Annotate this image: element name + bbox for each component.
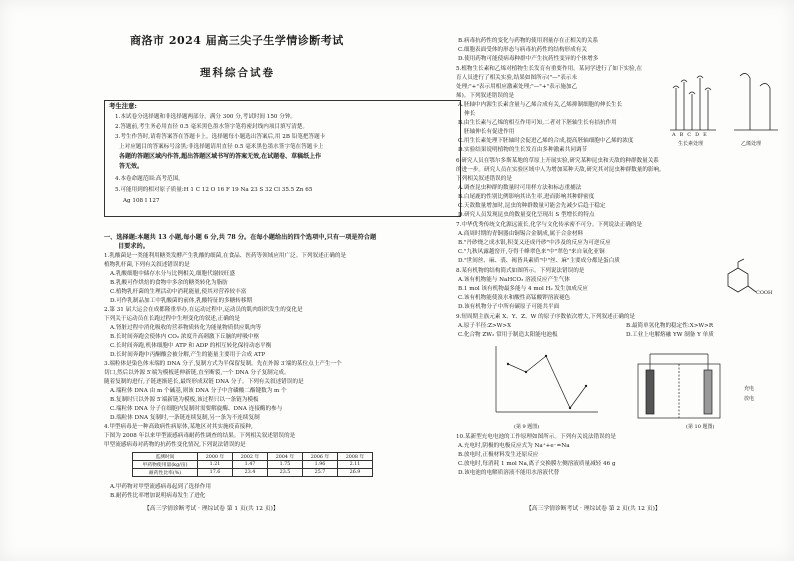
question-line: 3.端粒体是染色体末端的 DNA 分子,复制方式为半保留复制。先在外源 3′端的某位点上产生一个 [104,361,342,367]
question-line: 植物乳杆菌,下列有关叙述错误的是 [104,262,190,268]
option-line: B.耐药性比率增加说明病毒发生了进化 [110,493,206,499]
right-page [456,0,800,561]
option-line: C.植物乳杆菌的生理活动中消耗能量,使其对营养较丰富 [110,289,247,295]
option-line: A.充电时,阴极的电极反应式为 Na⁺+e⁻=Na [458,443,570,449]
figure-caption: 乙烯处理 [741,141,762,147]
notice-item: 4.本卷命题范围:高考范围。 [115,176,184,182]
question-line: 烯)。下列叙述错误的是 [456,93,515,99]
diagram-label: 放电 [744,396,755,402]
option-line: 胚轴伸长有促进作用 [464,129,515,135]
option-line: A.乳酸细胞中储存水分与比例相关,细胞代谢较旺盛 [110,271,236,277]
option-line: A.调查昆虫种群的数量时可用样方法和标志重捕法 [458,185,582,191]
diagram-label: 充电 [744,386,755,392]
notice-item: 各题的答题区域内作答,超出答题区域书写的答案无效,在试题卷、草稿纸上作 [119,153,322,160]
question-line: 10.某新型充电电池的工作原理如图所示。下列有关说法错误的是 [456,434,616,440]
option-line: B.乳酸可作烘焙的食物中多余的糖类转化为脂肪 [110,280,228,286]
table-row [133,453,373,461]
option-line: D.使用药物可能使病毒种群中产生抗药性变异的个体增多 [458,56,599,62]
question-line: 8.某有机物的结构简式如图所示。下列说法错误的是 [456,268,585,274]
notice-item: 答无效。 [119,163,144,170]
option-line: A.甲药物对甲型流感病毒起到了选择作用 [110,484,211,490]
option-line: B.最简单氢化物的稳定性:X>W>R [626,323,714,329]
option-line: D."世间丝、麻、裘、褐皆具素质"中"丝、麻"主要成分都是蛋白质 [458,258,620,264]
question-line: 9.短周期主族元素 X、Y、Z、W 的原子序数依次增大,下列叙述正确的是 [456,314,636,320]
table-header-cell: 监测时间 [133,453,198,461]
question-line: 下图为 2008 年以来甲型流感病毒耐药性调查的结果。下列相关叙述错误的是 [104,433,296,439]
cooh-label: COOH [756,290,773,296]
notice-item: 2.答题前,考生务必用直径 0.5 毫米黑色墨水签字笔将密封线内项目填写清楚。 [115,124,308,130]
table-cell: 2.11 [338,461,373,469]
option-line: C.长时间奔跑,机体细胞中 ATP 和 ADP 的相互转化保持动态平衡 [110,343,272,349]
question-line: 下列关于运动员在长跑过程中生理变化的叙述,正确的是 [104,316,241,322]
table-cell: 1.21 [198,461,233,469]
notice-item: 3.考生作答时,请将答案答在答题卡上。选择题每小题选出答案后,用 2B 铅笔把答题卡 [115,134,326,140]
table-header-cell: 2002 年 [233,453,268,461]
table-cell: 26.9 [338,469,373,477]
table-cell: 1.75 [268,461,303,469]
option-line: C.端粒体 DNA 分子在细胞内复制时需要解旋酶、DNA 连接酶的参与 [110,406,283,412]
question-line: 甲型流感病毒对药物的抗药性变化情况,下列说法错误的是 [104,442,246,448]
table-cell: 甲药物使用量(kg/亩) [133,461,198,469]
option-line: D.实验结果说明植物的生长发育由多种激素共同调节 [458,147,588,153]
table-cell: 耐药性比率(%) [133,469,198,477]
option-line: C.放电时,每消耗 1 mol Na,离子交换膜左侧溶液质量减轻 46 g [458,461,616,467]
option-line: A.胚轴中内源生长素含量与乙烯合成有关,乙烯抑制细胞的伸长生长 [458,102,623,108]
question-line: 4.甲型病毒是一种高致病性病原体,某地区对其实施疫苗接种, [104,424,253,430]
question-line: 切口,然后以外源 5′端为模板延伸新链,直至断裂,一个 DNA 分子复制完成。 [104,370,290,376]
section-heading: 一、选择题:本题共 13 小题,每小题 6 分,共 78 分。在每小题给出的四个选项中,只有一项是符合题 [104,234,377,241]
notice-heading: 考生注意: [109,102,137,110]
question-line: 随着复制的进行,子链逐渐延长,最终形成双链 DNA 分子。下列有关叙述错误的是 [104,379,304,385]
question-line: 育人员进行了相关实验,结果如图所示("—"表示未 [456,75,577,81]
option-line: C.化合物 ZW₂ 常用于制造太阳能电池板 [458,332,558,338]
option-line: B.复制时只以外源 5′端新链为模板,该过程只以一条链为模板 [110,397,259,403]
option-line: A.该有机物能与 NaHCO₃ 溶液反应产生气体 [458,277,570,283]
section-heading-cont: 目要求的。 [118,243,149,250]
option-line: C.天敌数量增加时,昆虫的种群数量可能会先减少后趋于稳定 [458,203,606,209]
option-line: C.细胞表面受体的形态与病毒抗药性的结构形成有关 [458,47,587,53]
element-graph [486,342,606,422]
exam-title: 商洛市 2024 届高三尖子生学情诊断考试 [130,34,344,47]
page-footer-right: 【高三学情诊断考试 · 理综试卷 第 2 页(共 12 页)】 [526,506,661,512]
question-line: 2.第 31 届大运会在成都隆重举办,在运动过程中,运动员的肌肉组织发生的变化是 [104,307,303,313]
option-line: B."丹砂烧之成水银,积变又还成丹砂"中涉及的反应为可逆反应 [458,240,611,246]
table-header-cell: 2004 年 [268,453,303,461]
table-row [133,469,373,477]
figure-caption: 生长素处理 [678,141,704,147]
option-line: B.放电时,正极材料发生还原反应 [458,452,539,458]
option-line: C."九秋风露越窑开,夺得千峰翠色来"中"翠色"来自氧化亚铜 [458,249,605,255]
notice-item: 上对应题目的答案标号涂黑;非选择题请用直径 0.5 毫米黑色墨水签字笔在答题卡上 [119,144,324,150]
notice-item: 1.本试卷分选择题和非选择题两部分。满分 300 分,考试时间 150 分钟。 [115,114,297,120]
option-line: D.可作乳制品加工中乳酸菌的前体,乳酸特征的多糖转移期 [110,298,253,304]
question-line: 处理;"+"表示用相应激素处理;"—"+"表示施加乙 [456,84,578,90]
option-line: C.该有机物能使溴水和酸性高锰酸钾溶液褪色 [458,295,571,301]
option-line: B.病毒抗药性的变化与药物的使用剂量存在正相关的关系 [458,38,599,44]
option-line: B.白尾鹿的性别比例影响其出生率,进而影响其种群密度 [458,194,595,200]
table-row [133,461,373,469]
table-cell: 1.96 [303,461,338,469]
question-line: 5.植物生长素和乙烯对植物生长发育有重要作用。某同学进行了如下实验,在 [456,66,643,72]
page-footer-left: 【高三学情诊断考试 · 理综试卷 第 1 页(共 12 页)】 [144,506,279,512]
exam-subtitle: 理科综合试卷 [200,67,275,79]
table-cell: 17.6 [198,469,233,477]
question-line: 7.中华优秀传统文化源远流长,化学与文化传承密不可分。下列说法正确的是 [456,222,643,228]
option-line: D.该电池的电解质溶液不能用水溶液代替 [458,470,560,476]
notice-box [104,100,461,217]
table-cell: 25.7 [303,469,338,477]
option-line: B.1 mol 该有机物最多能与 4 mol H₂ 发生加成反应 [458,286,589,292]
option-line: C.用生长素处理下胚轴时会促进乙烯的合成,提高胚轴细胞中乙烯的浓度 [458,138,634,144]
battery-diagram [632,350,742,422]
question-line: 1.乳酸菌是一类能利用糖类发酵产生乳酸的细菌,在食品、医药等领域应用广泛。下列叙述正确的是 [104,253,347,259]
option-line: D.端粒体 DNA 复制时,一条链连续复制,另一条为不连续复制 [110,415,260,421]
option-line: D.工业上电解熔融 YW 制备 Y 单质 [626,332,714,338]
option-line: D.该有机物分子中所有碳原子可能共平面 [458,304,560,310]
option-line: B.由生长素与乙烯的相互作用可知,二者对下胚轴生长有拮抗作用 [458,120,617,126]
option-line: 伸长 [464,111,476,117]
option-line: D.长时间奔跑中丙酮酸会被分解,产生的能量主要用于合成 ATP [110,352,266,358]
notice-item: 5.可能用到的相对原子质量:H 1 C 12 O 16 F 19 Na 23 S 32 Cl 35.5 Zn 65 [115,187,313,193]
table-cell: 1.47 [233,461,268,469]
option-line: D.研究人员发现昆虫的数量变化呈现出 S 型增长的特点 [458,212,595,218]
question-line: 下列相关叙述错误的是 [456,176,512,182]
drug-resistance-table [132,452,373,477]
figure-caption: (第 10 题图) [686,424,715,430]
molecule-structure [718,262,778,304]
figure-caption: (第 9 题图) [514,424,540,430]
table-header-cell: 2006 年 [303,453,338,461]
left-page [104,0,472,561]
table-cell: 23.5 [268,469,303,477]
table-header-cell: 2000 年 [198,453,233,461]
question-line: 的进一步。研究人员在实验区域中人为增加某种天敌,研究其对昆虫种群数量的影响。 [456,167,665,173]
question-line: 6.研究人员在鄂尔多斯某地的草原上开展实验,研究某种昆虫和天敌的种群数量关系 [456,158,659,164]
option-line: A.原子半径:Z>W>X [458,323,512,329]
option-line: A.商周时期的青铜器由铜锡合金制成,属于合金材料 [458,231,584,237]
table-cell: 23.4 [233,469,268,477]
table-header-cell: 2008 年 [338,453,373,461]
option-line: B.长时间奔跑会使体内 CO₂ 浓度升高刺激下丘脑的呼吸中枢 [110,334,260,340]
option-line: A.肾脏过程中消化吸收的营养物质转化为能量物质供应肌肉等 [110,325,262,331]
figure-letters: A B C D E [672,132,708,138]
notice-item: Ag 108 I 127 [123,198,160,204]
option-line: A.端粒体 DNA 由 m 个碱基,则该 DNA 分子中含磷酸二酯键数为 m 个 [110,388,287,394]
